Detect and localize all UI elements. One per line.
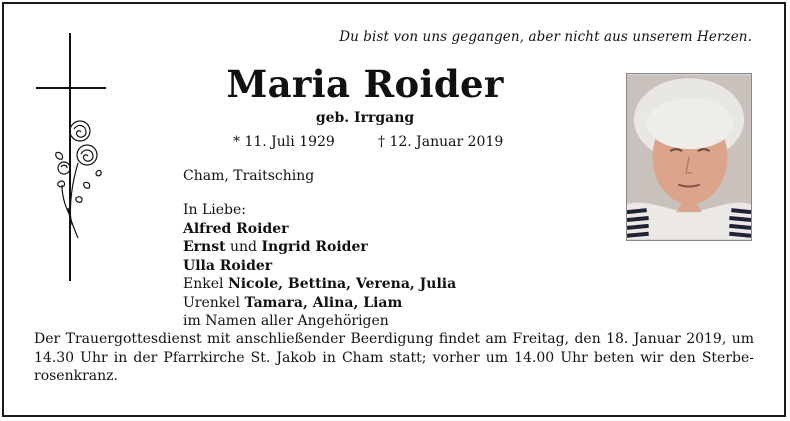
mourner-line: im Namen aller Angehörigen [183,313,389,329]
mourner-name: Ernst [183,239,226,255]
death-date: † 12. Januar 2019 [378,134,504,150]
maiden-name: geb. Irrgang [315,110,415,126]
mourner-line: Ulla Roider [183,257,273,274]
mourners-list [183,201,456,331]
mourner-line [183,238,456,257]
cross-icon [36,33,108,283]
mourner-prefix: Urenkel [183,294,245,311]
birth-date: * 11. Juli 1929 [233,134,335,150]
mourner-name: Ingrid Roider [261,239,368,255]
mourner-line [183,275,456,294]
portrait-photo [626,73,752,241]
mourner-line [183,294,456,313]
mourners-intro: In Liebe: [183,202,247,218]
service-notice: Der Trauergottesdienst mit anschließender Beerdigung findet am Freitag, den 18. Januar 2019, um 14.30 Uhr in der Pfarrkirche St. Jakob in Cham statt; vorher um 14.00 Uhr beten wir den Sterberosenkranz. [34,331,754,384]
deceased-name: Maria Roider [226,62,504,106]
place: Cham, Traitsching [183,168,315,184]
mourner-line: Alfred Roider [183,220,289,237]
mourner-names: Nicole, Bettina, Verena, Julia [227,276,457,292]
mourner-connector: und [225,239,262,255]
mourner-prefix: Enkel [183,276,228,292]
motto: Du bist von uns gegangen, aber nicht aus unserem Herzen. [339,29,752,45]
rose-icon [56,121,101,238]
mourner-names: Tamara, Alina, Liam [244,294,403,311]
